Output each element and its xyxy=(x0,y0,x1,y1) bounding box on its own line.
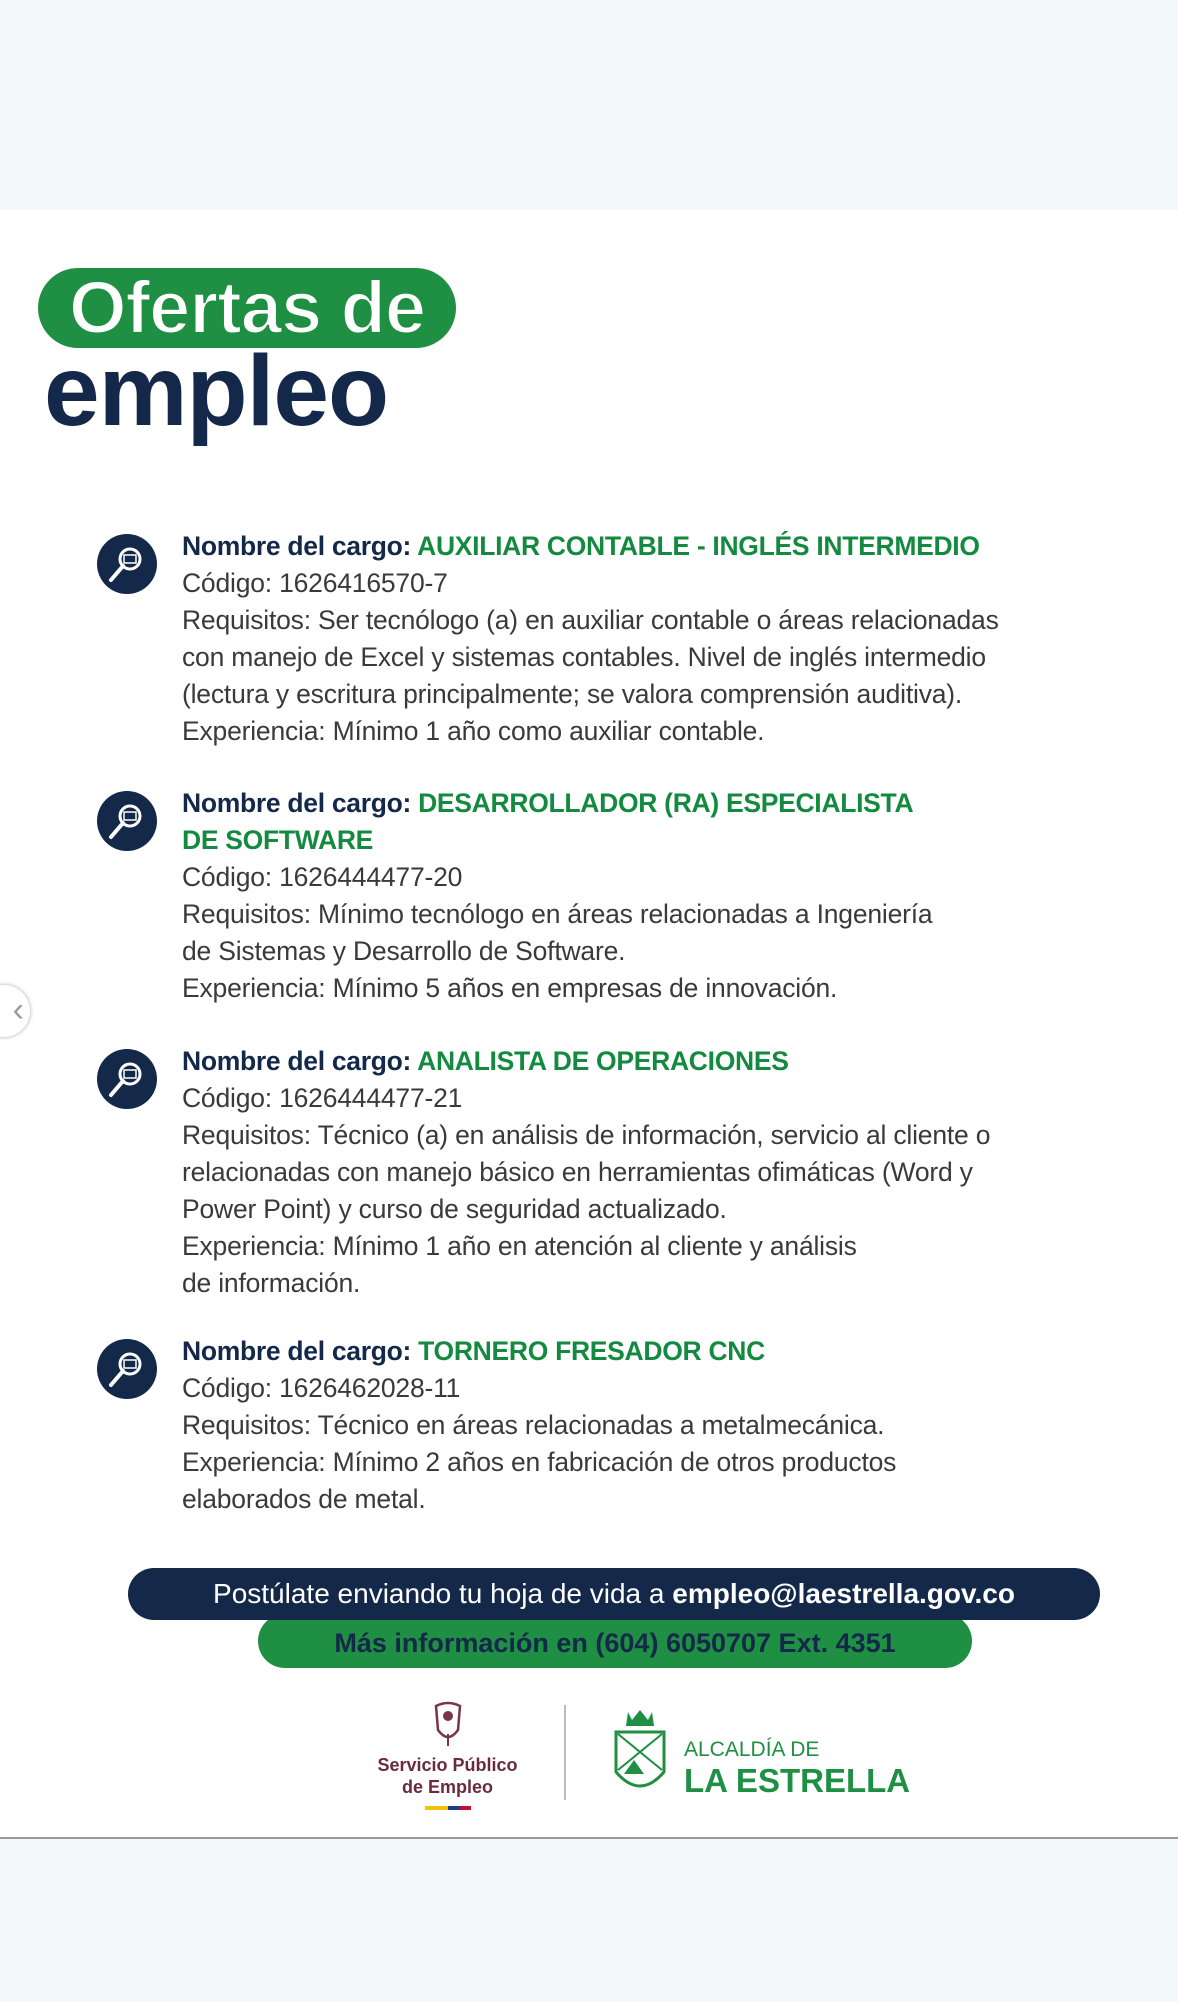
job-detail-line: de Sistemas y Desarrollo de Software. xyxy=(182,936,626,966)
magnifier-search-icon xyxy=(97,1049,157,1109)
job-title-value: DE SOFTWARE xyxy=(182,825,374,855)
job-title xyxy=(182,1043,1142,1080)
magnifier-search-icon xyxy=(97,791,157,851)
apply-text: Postúlate enviando tu hoja de vida a xyxy=(213,1578,673,1609)
spe-line2: de Empleo xyxy=(401,1777,494,1797)
info-banner: Más información en (604) 6050707 Ext. 4351 xyxy=(258,1614,972,1668)
job-detail-line: Código: 1626416570-7 xyxy=(182,568,448,598)
colombia-coat-of-arms-icon xyxy=(428,1700,468,1748)
magnifier-search-icon xyxy=(97,1339,157,1399)
job-title-value: DESARROLLADOR (RA) ESPECIALISTA xyxy=(418,788,914,818)
title-ofertas-de: Ofertas de xyxy=(38,268,456,348)
top-band xyxy=(0,0,1178,210)
title-empleo: empleo xyxy=(44,335,389,447)
job-title-value: TORNERO FRESADOR CNC xyxy=(418,1336,765,1366)
job-title-label: Nombre del cargo: xyxy=(182,1336,419,1366)
job-detail-line: elaborados de metal. xyxy=(182,1484,426,1514)
job-offer xyxy=(182,1333,1142,1518)
alcaldia-line2: LA ESTRELLA xyxy=(684,1762,911,1799)
logo-divider xyxy=(564,1705,566,1800)
job-detail-line: Experiencia: Mínimo 5 años en empresas de innovación. xyxy=(182,973,838,1003)
logo-alcaldia-la-estrella xyxy=(612,1708,911,1803)
job-offer xyxy=(182,785,1142,1007)
job-detail-line: Requisitos: Ser tecnólogo (a) en auxiliar contable o áreas relacionadas xyxy=(182,605,999,635)
job-title-value: ANALISTA DE OPERACIONES xyxy=(417,1046,789,1076)
job-detail-line: Experiencia: Mínimo 1 año en atención al cliente y análisis xyxy=(182,1231,857,1261)
job-title xyxy=(182,785,1142,822)
job-detail-line: Experiencia: Mínimo 2 años en fabricación de otros productos xyxy=(182,1447,897,1477)
previous-slide-button[interactable]: ‹ xyxy=(0,985,30,1037)
bottom-band xyxy=(0,1837,1178,2002)
job-title-label: Nombre del cargo: xyxy=(182,1046,418,1076)
job-detail-line: Requisitos: Técnico en áreas relacionadas a metalmecánica. xyxy=(182,1410,885,1440)
job-detail-line: Requisitos: Técnico (a) en análisis de información, servicio al cliente o xyxy=(182,1120,991,1150)
colombia-flag-bar xyxy=(425,1806,471,1810)
alcaldia-line1: ALCALDÍA DE xyxy=(684,1738,820,1761)
job-detail-line: Experiencia: Mínimo 1 año como auxiliar contable. xyxy=(182,716,765,746)
job-detail-line: Power Point) y curso de seguridad actualizado. xyxy=(182,1194,727,1224)
job-title-value: AUXILIAR CONTABLE - INGLÉS INTERMEDIO xyxy=(417,531,980,561)
job-detail-line: con manejo de Excel y sistemas contables. Nivel de inglés intermedio xyxy=(182,642,986,672)
job-detail-line: Código: 1626444477-20 xyxy=(182,862,463,892)
logo-servicio-publico-empleo xyxy=(360,1700,535,1810)
job-title xyxy=(182,822,1142,859)
job-title xyxy=(182,528,1142,565)
job-detail-line: Código: 1626444477-21 xyxy=(182,1083,463,1113)
la-estrella-shield-icon xyxy=(612,1708,668,1798)
spe-line1: Servicio Público xyxy=(377,1755,518,1775)
magnifier-search-icon xyxy=(97,534,157,594)
job-detail-line: de información. xyxy=(182,1268,361,1298)
job-offer xyxy=(182,1043,1142,1302)
job-detail-line: relacionadas con manejo básico en herramientas ofimáticas (Word y xyxy=(182,1157,973,1187)
job-title-label: Nombre del cargo: xyxy=(182,531,418,561)
job-offer xyxy=(182,528,1142,750)
job-detail-line: Código: 1626462028-11 xyxy=(182,1373,461,1403)
apply-email-link[interactable]: empleo@laestrella.gov.co xyxy=(672,1578,1015,1609)
apply-banner xyxy=(128,1568,1100,1620)
job-title-label: Nombre del cargo: xyxy=(182,788,419,818)
job-detail-line: Requisitos: Mínimo tecnólogo en áreas relacionadas a Ingeniería xyxy=(182,899,933,929)
job-detail-line: (lectura y escritura principalmente; se valora comprensión auditiva). xyxy=(182,679,963,709)
job-title xyxy=(182,1333,1142,1370)
